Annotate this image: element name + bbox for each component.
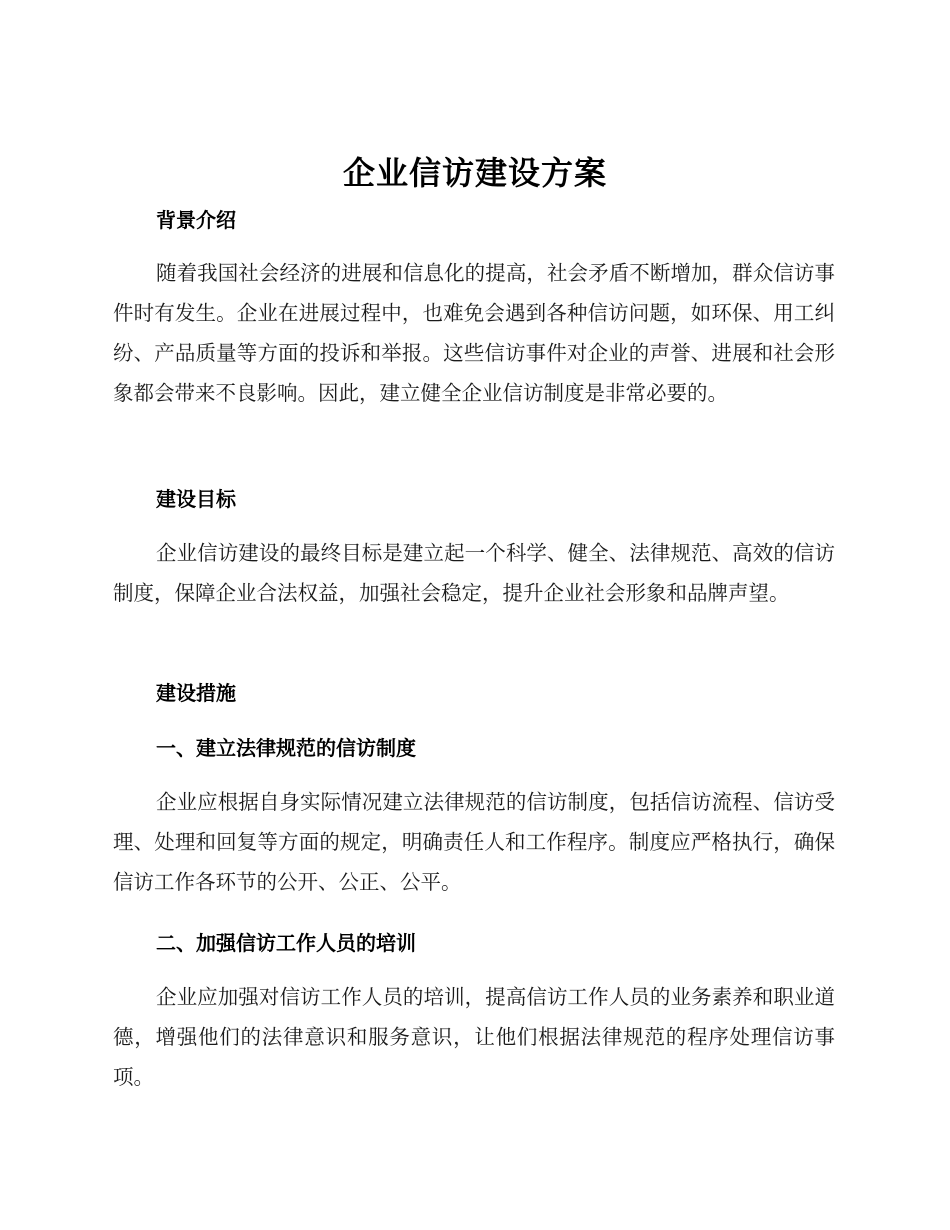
document-title: 企业信访建设方案 bbox=[342, 154, 607, 192]
section-heading-measures: 建设措施 bbox=[156, 681, 236, 705]
section-heading-background: 背景介绍 bbox=[156, 208, 236, 232]
section-heading-goals: 建设目标 bbox=[156, 487, 236, 511]
section-paragraph-goals: 企业信访建设的最终目标是建立起一个科学、健全、法律规范、高效的信访制度，保障企业合法权益，加强社会稳定，提升企业社会形象和品牌声望。 bbox=[113, 541, 835, 605]
section-paragraph-measure-1: 企业应根据自身实际情况建立法律规范的信访制度，包括信访流程、信访受理、处理和回复等方面的规定，明确责任人和工作程序。制度应严格执行，确保信访工作各环节的公开、公正、公平。 bbox=[113, 790, 835, 894]
section-paragraph-measure-2: 企业应加强对信访工作人员的培训，提高信访工作人员的业务素养和职业道德，增强他们的法律意识和服务意识，让他们根据法律规范的程序处理信访事项。 bbox=[113, 985, 835, 1089]
section-heading-measure-1: 一、建立法律规范的信访制度 bbox=[156, 736, 416, 760]
section-heading-measure-2: 二、加强信访工作人员的培训 bbox=[156, 931, 416, 955]
section-paragraph-background: 随着我国社会经济的进展和信息化的提高，社会矛盾不断增加，群众信访事件时有发生。企业在进展过程中，也难免会遇到各种信访问题，如环保、用工纠纷、产品质量等方面的投诉和举报。这些信访事件对企业的声誉、进展和社会形象都会带来不良影响。因此，建立健全企业信访制度是非常必要的。 bbox=[113, 261, 835, 405]
